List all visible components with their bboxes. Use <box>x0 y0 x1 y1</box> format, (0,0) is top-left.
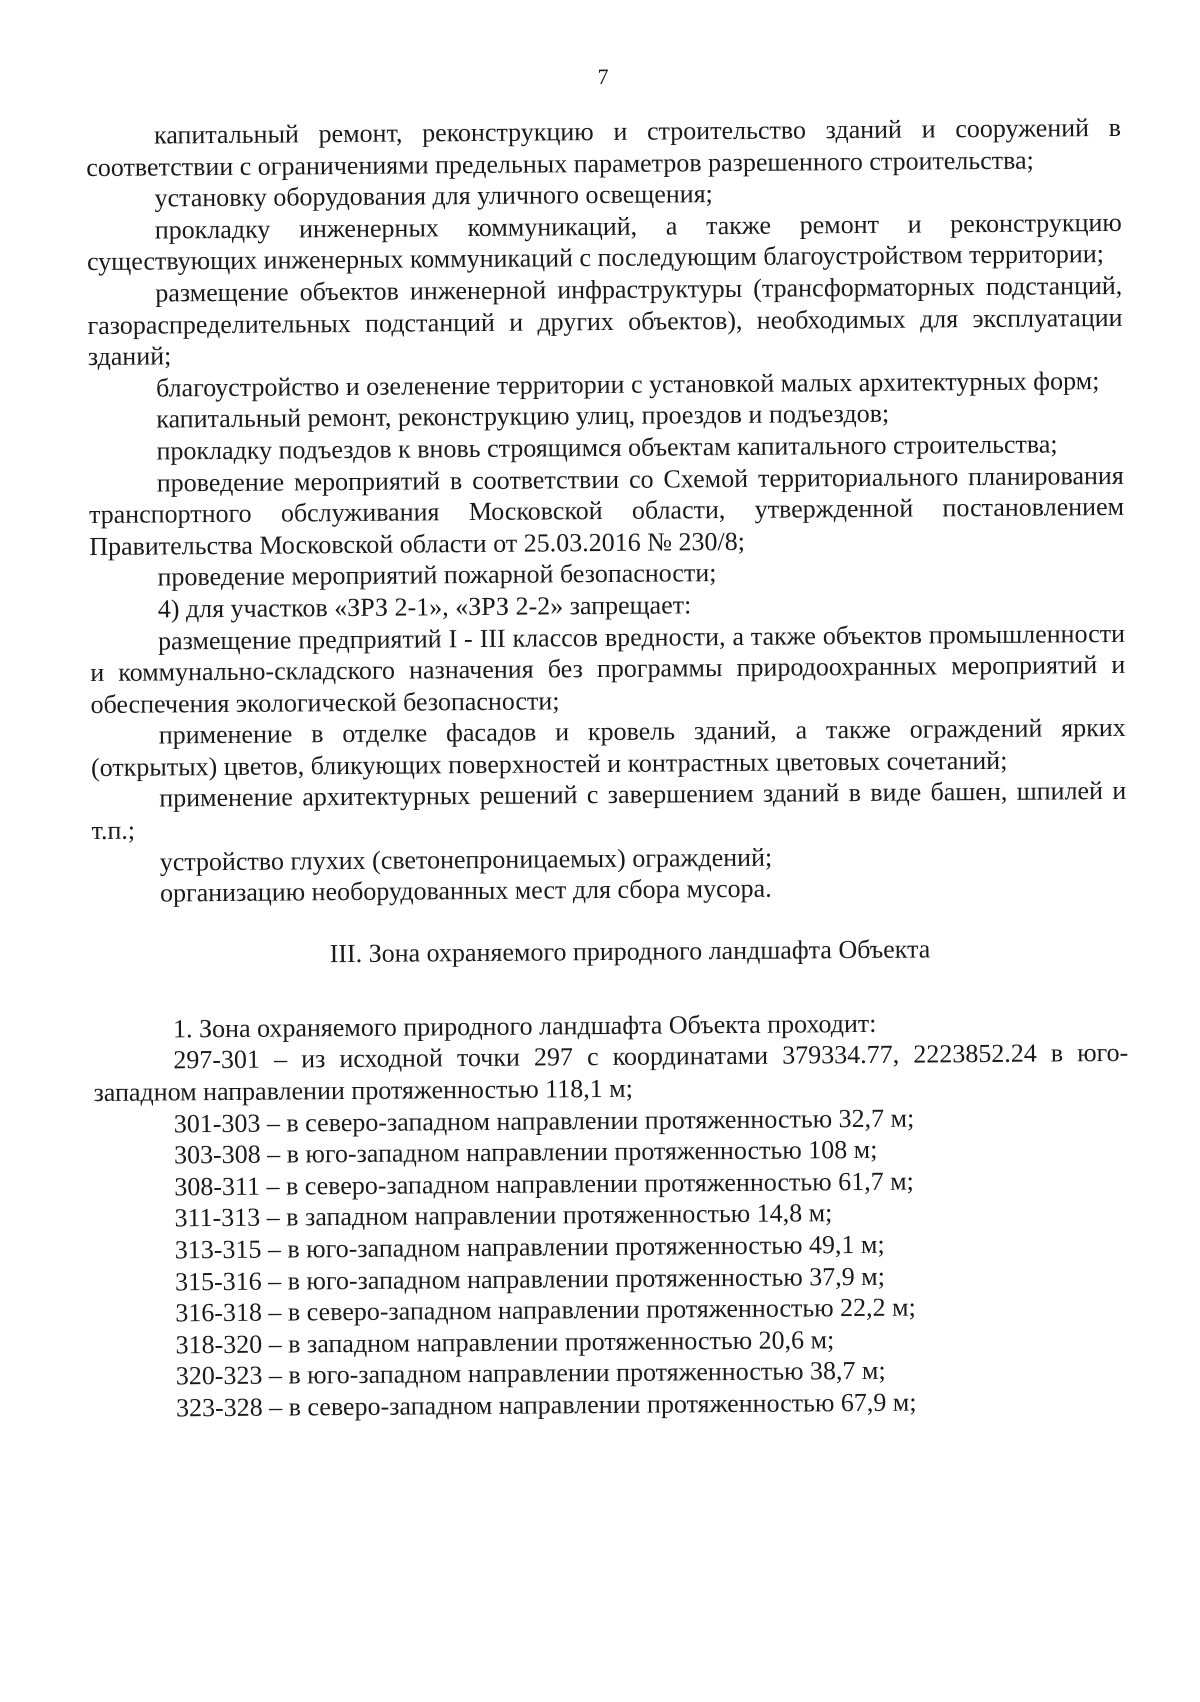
paragraph: прокладку подъездов к вновь строящимся объектам капитального строительства; <box>156 429 1058 466</box>
paragraph: 318-320 – в западном направлении протяженностью 20,6 м; <box>175 1324 835 1360</box>
paragraph: проведение мероприятий в соответствии со Схемой территориального планирования транспортного обслуживания Московской области, утвержденной постановлением Правительства Московской области от 25.03.2016 № 230/8; <box>88 460 1125 561</box>
paragraph: 320-323 – в юго-западном направлении протяженностью 38,7 м; <box>175 1356 886 1391</box>
paragraph: 315-316 – в юго-западном направлении протяженностью 37,9 м; <box>174 1261 886 1296</box>
paragraph: применение в отделке фасадов и кровель зданий, а также ограждений ярких (открытых) цветов, бликующих поверхностей и контрастных цветовых сочетаний; <box>90 713 1126 782</box>
paragraph: установку оборудования для уличного освещения; <box>154 179 713 213</box>
paragraph: капитальный ремонт, реконструкцию и строительство зданий и сооружений в соответствии с ограничениями предельных параметров разрешенного строительства; <box>86 112 1122 182</box>
paragraph: 313-315 – в юго-западном направлении протяженностью 49,1 м; <box>174 1229 885 1265</box>
paragraph: 303-308 – в юго-западном направлении протяженностью 108 м; <box>173 1135 878 1170</box>
paragraph: 308-311 – в северо-западном направлении протяженностью 61,7 м; <box>174 1166 914 1202</box>
paragraph: 301-303 – в северо-западном направлении протяженностью 32,7 м; <box>173 1103 915 1139</box>
paragraph: 311-313 – в западном направлении протяженностью 14,8 м; <box>174 1198 833 1233</box>
paragraph: размещение предприятий I - III классов вредности, а также объектов промышленности и коммунально-складского назначения без программы природоохранных мероприятий и обеспечения экологической безопасности; <box>90 618 1126 719</box>
paragraph: проведение мероприятий пожарной безопасности; <box>157 558 717 592</box>
paragraph: устройство глухих (светонепроницаемых) ограждений; <box>159 842 773 877</box>
paragraph: благоустройство и озеленение территории с установкой малых архитектурных форм; <box>155 365 1100 403</box>
restrictions-list <box>86 112 1127 910</box>
paragraph: размещение объектов инженерной инфраструктуры (трансформаторных подстанций, газораспределительных подстанций и других объектов), необходимых для эксплуатации зданий; <box>87 270 1123 372</box>
paragraph: 4) для участков «ЗРЗ 2-1», «ЗРЗ 2-2» запрещает: <box>157 590 692 624</box>
paragraph: капитальный ремонт, реконструкцию улиц, проездов и подъездов; <box>156 399 890 434</box>
page-number: 7 <box>597 63 609 90</box>
paragraph: прокладку инженерных коммуникаций, а также ремонт и реконструкцию существующих инженерных коммуникаций с последующим благоустройством территории; <box>86 207 1122 277</box>
boundary-description <box>93 1006 1131 1425</box>
section-heading: III. Зона охраняемого природного ландшафта Объекта <box>329 934 931 968</box>
paragraph: применение архитектурных решений с завершением зданий в виде башен, шпилей и т.п.; <box>91 776 1127 846</box>
paragraph: 316-318 – в северо-западном направлении протяженностью 22,2 м; <box>175 1292 916 1328</box>
paragraph: организацию необорудованных мест для сбора мусора. <box>159 873 772 908</box>
paragraph: 297-301 – из исходной точки 297 с координатами 379334.77, 2223852.24 в юго-западном направлении протяженностью 118,1 м; <box>93 1038 1129 1108</box>
paragraph: 323-328 – в северо-западном направлении протяженностью 67,9 м; <box>175 1387 917 1423</box>
paragraph: 1. Зона охраняемого природного ландшафта Объекта проходит: <box>172 1008 877 1044</box>
